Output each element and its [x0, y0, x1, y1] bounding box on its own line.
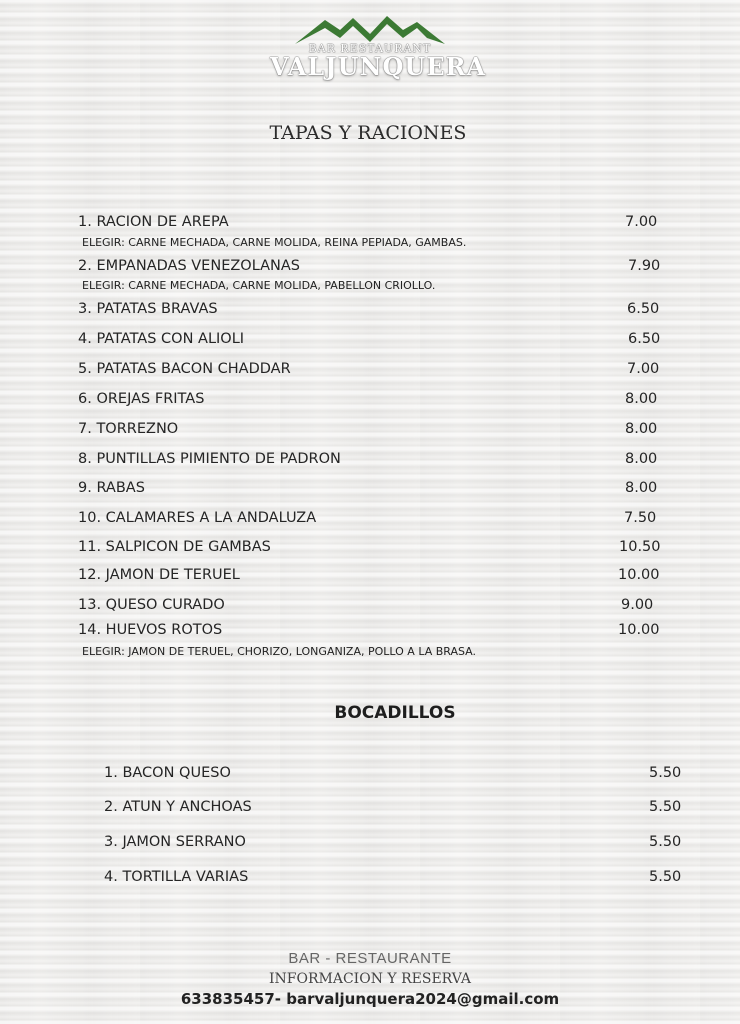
- menu-item: [78, 421, 678, 443]
- item-price: 6.50: [627, 301, 660, 317]
- menu-item: [78, 301, 678, 323]
- item-name: 5. PATATAS BACON CHADDAR: [78, 361, 291, 377]
- item-price: 10.00: [618, 622, 660, 638]
- menu-item: [78, 391, 678, 413]
- menu-item: [78, 480, 678, 502]
- item-name: 1. RACION DE AREPA: [78, 214, 229, 230]
- item-price: 7.00: [625, 214, 658, 230]
- item-name: 2. EMPANADAS VENEZOLANAS: [78, 258, 300, 274]
- menu-item: [78, 539, 678, 561]
- menu-item: [78, 331, 678, 353]
- item-price: 5.50: [649, 765, 682, 781]
- menu-item: [104, 765, 694, 787]
- item-price: 8.00: [625, 451, 658, 467]
- menu-item: [78, 622, 678, 644]
- menu-item: [78, 214, 678, 236]
- item-price: 10.50: [619, 539, 661, 555]
- item-name: 4. PATATAS CON ALIOLI: [78, 331, 245, 347]
- menu-item: [78, 361, 678, 383]
- restaurant-logo: [270, 14, 487, 84]
- item-name: 3. PATATAS BRAVAS: [78, 301, 218, 317]
- tapas-title: TAPAS Y RACIONES: [269, 122, 467, 144]
- item-price: 5.50: [649, 869, 682, 885]
- item-name: 8. PUNTILLAS PIMIENTO DE PADRON: [78, 451, 341, 467]
- item-name: 2. ATUN Y ANCHOAS: [104, 799, 252, 815]
- item-name: 9. RABAS: [78, 480, 145, 496]
- logo-name: VALJUNQUERA: [270, 52, 487, 81]
- item-price: 7.50: [624, 510, 657, 526]
- item-name: 4. TORTILLA VARIAS: [104, 869, 249, 885]
- item-price: 7.00: [627, 361, 660, 377]
- menu-item: [78, 258, 678, 280]
- item-note: ELEGIR: JAMON DE TERUEL, CHORIZO, LONGANIZA, POLLO A LA BRASA.: [82, 645, 477, 658]
- item-price: 9.00: [621, 597, 654, 613]
- item-note: ELEGIR: CARNE MECHADA, CARNE MOLIDA, REINA PEPIADA, GAMBAS.: [82, 236, 467, 249]
- item-name: 7. TORREZNO: [78, 421, 179, 437]
- item-price: 8.00: [625, 421, 658, 437]
- item-name: 11. SALPICON DE GAMBAS: [78, 539, 271, 555]
- item-price: 8.00: [625, 391, 658, 407]
- item-name: 12. JAMON DE TERUEL: [78, 567, 240, 583]
- bocadillos-title: BOCADILLOS: [334, 703, 456, 723]
- item-price: 8.00: [625, 480, 658, 496]
- item-price: 6.50: [628, 331, 661, 347]
- menu-item: [78, 567, 678, 589]
- item-name: 1. BACON QUESO: [104, 765, 231, 781]
- item-price: 5.50: [649, 799, 682, 815]
- footer-bar-restaurante: BAR - RESTAURANTE: [288, 950, 452, 967]
- footer-info-reserva: INFORMACION Y RESERVA: [269, 971, 471, 987]
- item-price: 10.00: [618, 567, 660, 583]
- item-name: 6. OREJAS FRITAS: [78, 391, 205, 407]
- menu-item: [78, 597, 678, 619]
- menu-item: [104, 799, 694, 821]
- item-price: 7.90: [628, 258, 661, 274]
- menu-item: [104, 869, 694, 891]
- menu-item: [78, 510, 678, 532]
- item-name: 3. JAMON SERRANO: [104, 834, 246, 850]
- item-name: 10. CALAMARES A LA ANDALUZA: [78, 510, 317, 526]
- item-name: 14. HUEVOS ROTOS: [78, 622, 223, 638]
- footer-contact: 633835457- barvaljunquera2024@gmail.com: [180, 990, 560, 1008]
- menu-item: [78, 451, 678, 473]
- logo-top-text: BAR RESTAURANT: [308, 42, 432, 55]
- item-name: 13. QUESO CURADO: [78, 597, 225, 613]
- item-note: ELEGIR: CARNE MECHADA, CARNE MOLIDA, PABELLON CRIOLLO.: [82, 279, 436, 292]
- item-price: 5.50: [649, 834, 682, 850]
- menu-item: [104, 834, 694, 856]
